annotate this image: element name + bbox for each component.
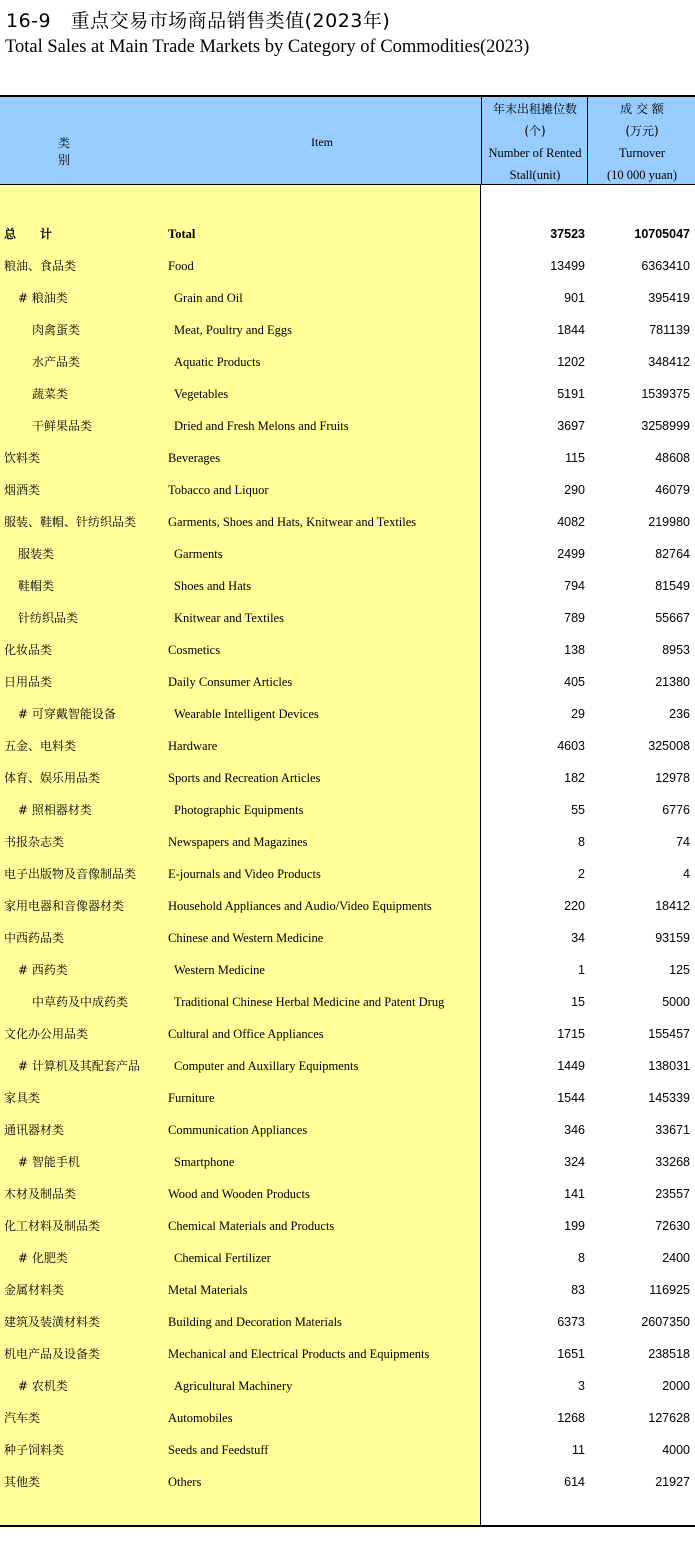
category-cn: # 化肥类 [18,1251,68,1265]
category-cn: 水产品类 [32,355,81,369]
turnover-value: 81549 [655,579,690,593]
item-en: Food [168,259,194,273]
table-row [0,1082,695,1114]
item-en: Automobiles [168,1411,233,1425]
turnover-value: 48608 [655,451,690,465]
category-cn: 化工材料及制品类 [4,1219,101,1233]
rented-stalls-value: 6373 [557,1315,585,1329]
table-row [0,1050,695,1082]
turnover-value: 6776 [662,803,690,817]
turnover-value: 127628 [648,1411,690,1425]
rented-stalls-value: 1 [578,963,585,977]
category-cn: 汽车类 [4,1411,41,1425]
rented-stalls-value: 346 [564,1123,585,1137]
rented-stalls-value: 138 [564,643,585,657]
item-en: Communication Appliances [168,1123,308,1137]
item-en: Computer and Auxillary Equipments [174,1059,359,1073]
turnover-value: 55667 [655,611,690,625]
item-en: Cosmetics [168,643,221,657]
table-row [0,762,695,794]
category-cn: 中草药及中成药类 [32,995,129,1009]
table-row [0,1114,695,1146]
table-row [0,1466,695,1498]
item-en: Others [168,1475,202,1489]
rented-stalls-value: 37523 [550,227,585,241]
turnover-value: 236 [669,707,690,721]
item-en: Seeds and Feedstuff [168,1443,269,1457]
rented-stalls-value: 290 [564,483,585,497]
turnover-value: 33268 [655,1155,690,1169]
page-title-en: Total Sales at Main Trade Markets by Category of Commodities(2023) [5,37,530,57]
item-en: Dried and Fresh Melons and Fruits [174,419,349,433]
rented-stalls-value: 1449 [557,1059,585,1073]
turnover-value: 4000 [662,1443,690,1457]
category-cn: 家用电器和音像器材类 [4,899,125,913]
table-row [0,570,695,602]
category-cn: 烟酒类 [4,483,41,497]
category-cn: 文化办公用品类 [4,1027,89,1041]
turnover-value: 4 [683,867,690,881]
header-item-label: Item [311,135,333,149]
category-cn: # 可穿戴智能设备 [18,707,116,721]
header-item [166,97,481,184]
turnover-value: 238518 [648,1347,690,1361]
header-turnover [587,97,695,184]
turnover-value: 46079 [655,483,690,497]
table-row [0,410,695,442]
item-en: Vegetables [174,387,229,401]
turnover-value: 125 [669,963,690,977]
table-row [0,922,695,954]
rented-stalls-value: 3697 [557,419,585,433]
rented-stalls-value: 13499 [550,259,585,273]
category-cn: 体育、娱乐用品类 [4,771,101,785]
table-row [0,1178,695,1210]
table-row [0,1146,695,1178]
rented-stalls-value: 220 [564,899,585,913]
header-turnover-unit-en: (10 000 yuan) [606,168,678,182]
rented-stalls-value: 1715 [557,1027,585,1041]
table-row [0,538,695,570]
turnover-value: 781139 [649,323,690,337]
item-en: Total [168,227,196,241]
category-cn: 粮油、食品类 [4,259,77,273]
table-row [0,250,695,282]
category-cn: # 计算机及其配套产品 [18,1059,140,1073]
item-en: E-journals and Video Products [168,867,321,881]
item-en: Meat, Poultry and Eggs [174,323,293,337]
item-en: Chemical Materials and Products [168,1219,335,1233]
category-cn: 书报杂志类 [4,835,65,849]
turnover-value: 6363410 [641,259,690,273]
rented-stalls-value: 1844 [557,323,585,337]
turnover-value: 5000 [662,995,690,1009]
header-stall-en: Number of Rented [488,146,582,160]
table-row [0,666,695,698]
item-en: Garments [174,547,223,561]
turnover-value: 3258999 [641,419,690,433]
table-body [0,218,695,1498]
rented-stalls-value: 324 [564,1155,585,1169]
rented-stalls-value: 3 [578,1379,585,1393]
turnover-value: 2000 [662,1379,690,1393]
turnover-value: 82764 [655,547,690,561]
turnover-value: 18412 [655,899,690,913]
item-en: Agricultural Machinery [174,1379,293,1393]
item-en: Aquatic Products [174,355,261,369]
item-en: Mechanical and Electrical Products and Equipments [168,1347,430,1361]
rented-stalls-value: 8 [578,835,585,849]
category-cn: 木材及制品类 [4,1187,77,1201]
item-en: Knitwear and Textiles [174,611,284,625]
category-cn: 干鲜果品类 [32,419,93,433]
item-en: Western Medicine [174,963,265,977]
category-cn: 总 计 [4,227,53,241]
turnover-value: 1539375 [641,387,690,401]
item-en: Tobacco and Liquor [168,483,269,497]
turnover-value: 348412 [648,355,690,369]
table-row [0,1434,695,1466]
category-cn: 针纺织品类 [18,611,79,625]
table-row [0,378,695,410]
category-cn: # 西药类 [18,963,68,977]
table-row [0,218,695,250]
table-row [0,1018,695,1050]
table-row [0,346,695,378]
rented-stalls-value: 15 [571,995,585,1009]
category-cn: 鞋帽类 [18,579,55,593]
table-row [0,1370,695,1402]
rented-stalls-value: 2499 [557,547,585,561]
turnover-value: 33671 [655,1123,690,1137]
rented-stalls-value: 34 [571,931,585,945]
turnover-value: 93159 [655,931,690,945]
rented-stalls-value: 789 [564,611,585,625]
rented-stalls-value: 55 [571,803,585,817]
rented-stalls-value: 405 [564,675,585,689]
rented-stalls-value: 1544 [557,1091,585,1105]
item-en: Photographic Equipments [174,803,304,817]
turnover-value: 8953 [662,643,690,657]
rented-stalls-value: 11 [572,1443,585,1457]
header-turnover-cn: 成 交 额 [620,102,664,116]
table-row [0,1402,695,1434]
table-row [0,954,695,986]
header-category-label: 类 别 [58,136,135,167]
category-cn: 服装类 [18,547,55,561]
category-cn: # 农机类 [18,1379,68,1393]
item-en: Traditional Chinese Herbal Medicine and Patent Drug [174,995,445,1009]
table-row [0,474,695,506]
header-stall-cn: 年末出租摊位数 [492,102,577,116]
header-stall-unit-cn: (个) [524,124,546,138]
table-row [0,890,695,922]
category-cn: 化妆品类 [4,643,53,657]
turnover-value: 2607350 [641,1315,690,1329]
category-cn: 机电产品及设备类 [4,1347,101,1361]
category-cn: # 粮油类 [18,291,68,305]
table-row [0,730,695,762]
item-en: Furniture [168,1091,215,1105]
turnover-value: 21380 [655,675,690,689]
table-row [0,1306,695,1338]
table-row [0,442,695,474]
turnover-value: 10705047 [634,227,690,241]
header-turnover-en: Turnover [618,146,666,160]
item-en: Cultural and Office Appliances [168,1027,324,1041]
rented-stalls-value: 115 [565,451,585,465]
item-en: Wearable Intelligent Devices [174,707,319,721]
turnover-value: 138031 [648,1059,690,1073]
table-row [0,794,695,826]
category-cn: 饮料类 [4,451,41,465]
rented-stalls-value: 2 [578,867,585,881]
category-cn: # 智能手机 [18,1155,80,1169]
item-en: Building and Decoration Materials [168,1315,342,1329]
item-en: Daily Consumer Articles [168,675,293,689]
rented-stalls-value: 4603 [557,739,585,753]
table-row [0,1338,695,1370]
rented-stalls-value: 1202 [557,355,585,369]
category-cn: 电子出版物及音像制品类 [4,867,137,881]
item-en: Hardware [168,739,218,753]
turnover-value: 155457 [648,1027,690,1041]
turnover-value: 12978 [655,771,690,785]
item-en: Wood and Wooden Products [168,1187,310,1201]
item-en: Beverages [168,451,221,465]
table-row [0,986,695,1018]
turnover-value: 23557 [655,1187,690,1201]
item-en: Metal Materials [168,1283,248,1297]
header-rented-stalls [481,97,588,184]
category-cn: 蔬菜类 [32,387,69,401]
rented-stalls-value: 794 [564,579,585,593]
rented-stalls-value: 8 [578,1251,585,1265]
rented-stalls-value: 182 [564,771,585,785]
page-title-cn: 16-9 重点交易市场商品销售类值(2023年) [6,10,391,32]
turnover-value: 2400 [662,1251,690,1265]
item-en: Shoes and Hats [174,579,252,593]
rented-stalls-value: 1651 [557,1347,585,1361]
item-en: Garments, Shoes and Hats, Knitwear and Textiles [168,515,417,529]
rented-stalls-value: 614 [564,1475,585,1489]
category-cn: 种子饲料类 [4,1443,65,1457]
table-row [0,1242,695,1274]
category-cn: 家具类 [4,1091,41,1105]
header-category [0,97,166,184]
rented-stalls-value: 199 [564,1219,585,1233]
header-stall-unit-en: Stall(unit) [509,168,561,182]
table-row [0,314,695,346]
turnover-value: 219980 [648,515,690,529]
category-cn: 金属材料类 [4,1283,65,1297]
rented-stalls-value: 141 [564,1187,585,1201]
item-en: Grain and Oil [174,291,243,305]
turnover-value: 21927 [655,1475,690,1489]
table-row [0,698,695,730]
header-turnover-unit-cn: (万元) [625,124,659,138]
category-cn: 服装、鞋帽、针纺织品类 [4,515,137,529]
turnover-value: 74 [676,835,690,849]
sales-table [0,95,695,1527]
item-en: Chinese and Western Medicine [168,931,324,945]
table-row [0,826,695,858]
category-cn: 中西药品类 [4,931,65,945]
turnover-value: 395419 [648,291,690,305]
table-row [0,1274,695,1306]
category-cn: 五金、电料类 [4,739,77,753]
turnover-value: 72630 [655,1219,690,1233]
rented-stalls-value: 83 [571,1283,585,1297]
category-cn: # 照相器材类 [18,803,92,817]
category-cn: 通讯器材类 [4,1123,65,1137]
table-row [0,858,695,890]
category-cn: 日用品类 [4,675,53,689]
item-en: Chemical Fertilizer [174,1251,271,1265]
rented-stalls-value: 5191 [557,387,585,401]
table-row [0,506,695,538]
item-en: Smartphone [174,1155,235,1169]
rented-stalls-value: 4082 [557,515,585,529]
rented-stalls-value: 901 [564,291,585,305]
table-row [0,1210,695,1242]
turnover-value: 145339 [648,1091,690,1105]
category-cn: 肉禽蛋类 [32,323,81,337]
item-en: Household Appliances and Audio/Video Equipments [168,899,432,913]
table-row [0,282,695,314]
rented-stalls-value: 1268 [557,1411,585,1425]
category-cn: 建筑及装潢材料类 [4,1315,101,1329]
item-en: Newspapers and Magazines [168,835,308,849]
table-row [0,602,695,634]
item-en: Sports and Recreation Articles [168,771,321,785]
table-header [0,97,695,185]
turnover-value: 325008 [648,739,690,753]
table-row [0,634,695,666]
turnover-value: 116925 [649,1283,690,1297]
category-cn: 其他类 [4,1475,41,1489]
rented-stalls-value: 29 [571,707,585,721]
